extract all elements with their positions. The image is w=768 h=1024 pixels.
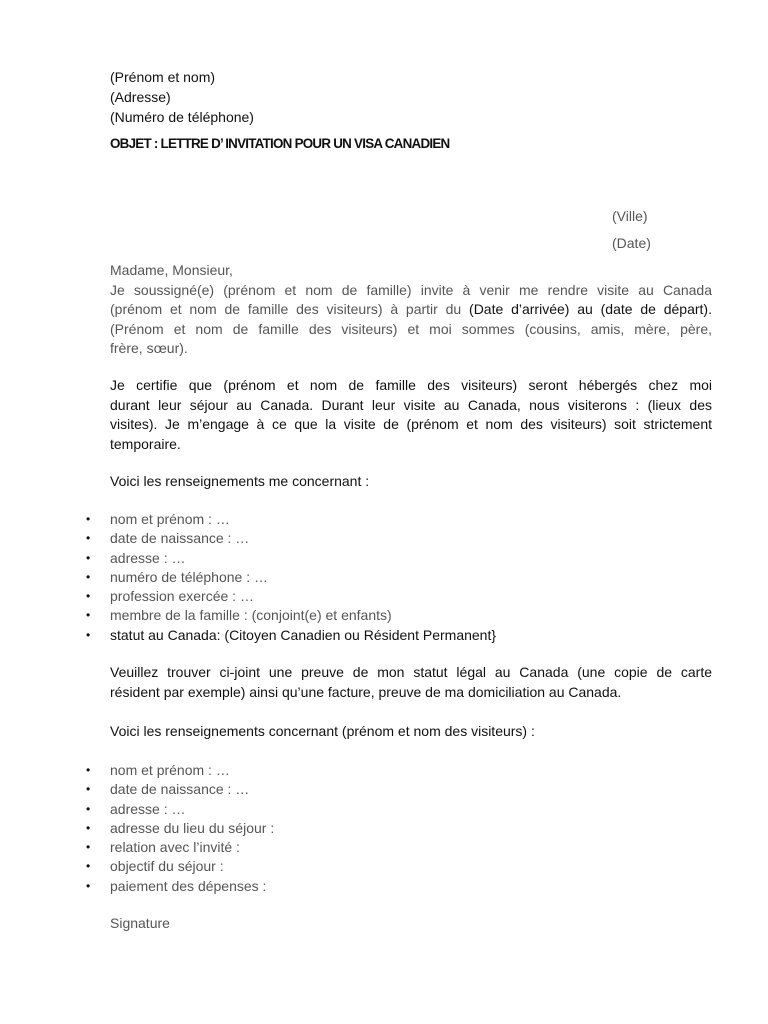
bullet-icon: • <box>86 569 91 584</box>
proof-paragraph <box>110 663 712 702</box>
intro-line: Je soussigné(e) (prénom et nom de famille) invite à venir me rendre visite au Canada <box>110 281 712 298</box>
list-item: • membre de la famille : (conjoint(e) et enfants) <box>0 606 768 625</box>
proof-line: résident par exemple) ainsi qu’une facture, preuve de ma domiciliation au Canada. <box>110 683 622 700</box>
list-item: • adresse du lieu du séjour : <box>0 819 768 838</box>
list-item: • nom et prénom : … <box>0 761 768 780</box>
list-item: • statut au Canada: (Citoyen Canadien ou Résident Permanent} <box>0 626 768 645</box>
bullet-icon: • <box>86 801 91 816</box>
visitor-info-intro: Voici les renseignements concernant (prénom et nom des visiteurs) : <box>110 723 535 739</box>
list-item: • objectif du séjour : <box>0 857 768 876</box>
bullet-icon: • <box>86 782 91 797</box>
intro-line: frère, sœur). <box>110 340 188 356</box>
list-item: • paiement des dépenses : <box>0 877 768 896</box>
bullet-icon: • <box>86 763 91 777</box>
list-item: • date de naissance : … <box>0 529 768 548</box>
sender-address: (Adresse) <box>110 89 171 105</box>
signature-label: Signature <box>110 915 170 931</box>
bullet-icon: • <box>86 550 91 565</box>
certify-paragraph <box>110 376 712 454</box>
list-item: • adresse : … <box>0 549 768 568</box>
bullet-icon: • <box>86 840 91 855</box>
bullet-icon: • <box>86 531 91 546</box>
bullet-icon: • <box>86 512 91 526</box>
intro-paragraph <box>110 261 712 359</box>
intro-line: (Prénom et nom de famille des visiteurs) et moi sommes (cousins, amis, mère, père, <box>110 320 712 337</box>
certify-line: visites). Je m’engage à ce que la visite de (prénom et nom des visiteurs) soit strictement <box>110 416 712 432</box>
list-item: • adresse : … <box>0 800 768 819</box>
letter-date: (Date) <box>612 235 651 251</box>
bullet-icon: • <box>86 878 91 893</box>
letter-city: (Ville) <box>612 208 648 224</box>
salutation: Madame, Monsieur, <box>110 262 233 278</box>
intro-line-part: (prénom et nom de famille des visiteurs) à partir du <box>110 301 470 317</box>
host-info-list <box>0 510 768 645</box>
list-item: • date de naissance : … <box>0 780 768 799</box>
certify-line: Je certifie que (prénom et nom de famille des visiteurs) seront hébergés chez moi <box>110 377 712 393</box>
letter-subject: OBJET : LETTRE D’ INVITATION POUR UN VISA CANADIEN <box>110 136 450 151</box>
bullet-icon: • <box>86 627 91 642</box>
sender-name: (Prénom et nom) <box>110 69 216 85</box>
visitor-info-list <box>0 761 768 896</box>
proof-line: Veuillez trouver ci-joint une preuve de mon statut légal au Canada (une copie de carte <box>110 664 712 680</box>
bullet-icon: • <box>86 820 91 835</box>
certify-line: durant leur séjour au Canada. Durant leur visite au Canada, nous visiterons : (lieux des <box>110 396 712 413</box>
bullet-icon: • <box>86 608 91 623</box>
sender-phone: (Numéro de téléphone) <box>110 109 254 125</box>
bullet-icon: • <box>86 859 91 874</box>
list-item: • numéro de téléphone : … <box>0 568 768 587</box>
list-item: • relation avec l’invité : <box>0 838 768 857</box>
certify-line: temporaire. <box>110 435 181 452</box>
bullet-icon: • <box>86 589 91 604</box>
host-info-intro: Voici les renseignements me concernant : <box>110 473 370 489</box>
list-item: • profession exercée : … <box>0 587 768 606</box>
intro-dates: (Date d’arrivée) au (date de départ). <box>469 301 712 317</box>
intro-line <box>110 300 712 320</box>
list-item: • nom et prénom : … <box>0 510 768 529</box>
